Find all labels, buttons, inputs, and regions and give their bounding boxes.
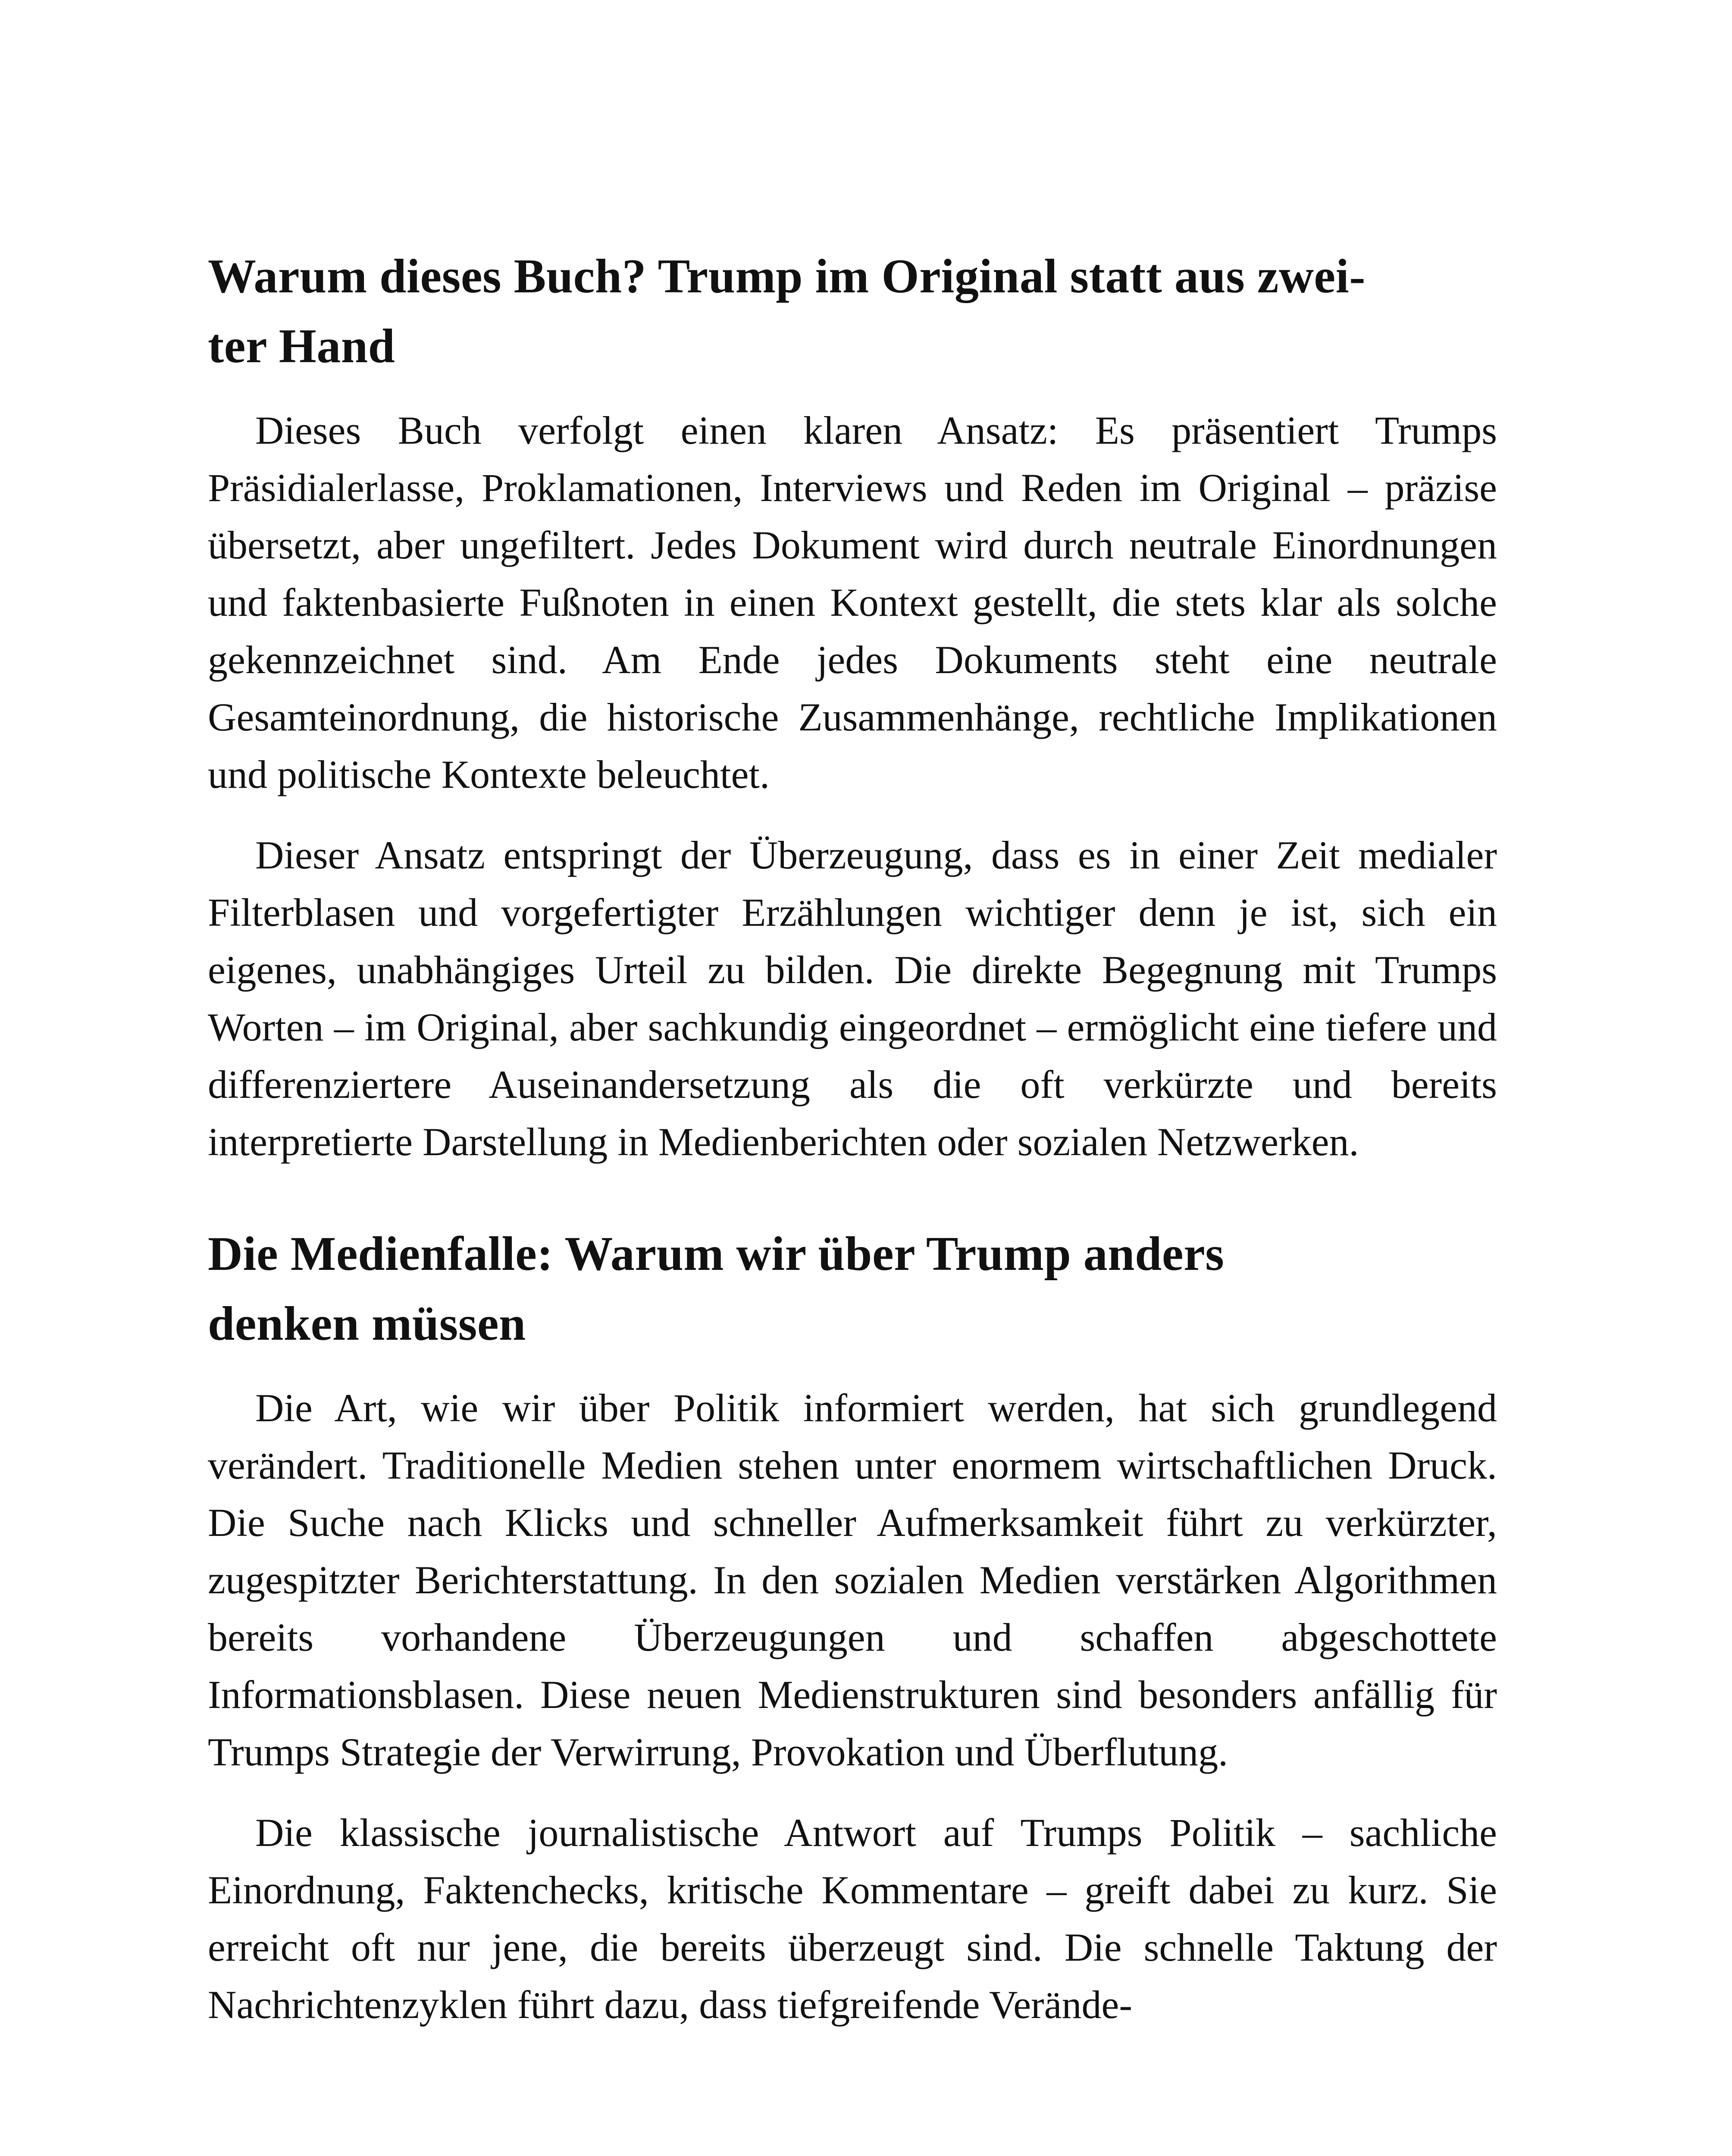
paragraph: Dieses Buch verfolgt einen klaren Ansatz: Es präsentiert Trumps Präsidialerlasse, Proklamationen, Interviews und Reden im Original – präzise übersetzt, aber ungefiltert. Jedes Dokument wird durch neutrale Einordnungen und faktenbasierte Fußnoten in einen Kontext gestellt, die stets klar als solche gekennzeichnet sind. Am Ende jedes Dokuments steht eine neutrale Gesamteinordnung, die historische Zusammenhänge, rechtliche Implikationen und politische Kontexte beleuchtet.	[208, 408, 1497, 796]
heading-line: Die Medienfalle: Warum wir über Trump anders	[208, 1227, 1225, 1281]
heading-line: denken müssen	[208, 1297, 526, 1351]
heading-line: ter Hand	[208, 320, 395, 373]
paragraph: Dieser Ansatz entspringt der Überzeugung, dass es in einer Zeit medialer Filterblasen und vorgefertigter Erzählungen wichtiger denn je ist, sich ein eigenes, unabhängiges Urteil zu bilden. Die direkte Begegnung mit Trumps Worten – im Original, aber sachkundig eingeordnet – ermöglicht eine tiefere und differenziertere Auseinandersetzung als die oft verkürzte und bereits interpretierte Darstellung in Medienberichten oder sozialen Netzwerken.	[208, 833, 1497, 1164]
heading-line: Warum dieses Buch? Trump im Original statt aus zwei-	[208, 250, 1366, 303]
paragraph: Die klassische journalistische Antwort auf Trumps Politik – sachliche Einordnung, Faktenchecks, kritische Kommentare – greift dabei zu kurz. Sie erreicht oft nur jene, die bereits überzeugt sind. Die schnelle Taktung der Nachrichtenzyklen führt dazu, dass tiefgreifende Verände-	[208, 1811, 1497, 2027]
section-heading-why-this-book	[208, 241, 1497, 381]
paragraph: Die Art, wie wir über Politik informiert werden, hat sich grundlegend verändert. Traditionelle Medien stehen unter enormem wirtschaftlichen Druck. Die Suche nach Klicks und schneller Aufmerksamkeit führt zu verkürzter, zugespitzter Berichterstattung. In den sozialen Medien verstärken Algorithmen bereits vorhandene Überzeugungen und schaffen abgeschottete Informationsblasen. Diese neuen Medienstrukturen sind besonders anfällig für Trumps Strategie der Verwirrung, Provokation und Überflutung.	[208, 1386, 1497, 1774]
section-heading-media-trap	[208, 1219, 1497, 1359]
page-body	[208, 241, 1497, 2034]
